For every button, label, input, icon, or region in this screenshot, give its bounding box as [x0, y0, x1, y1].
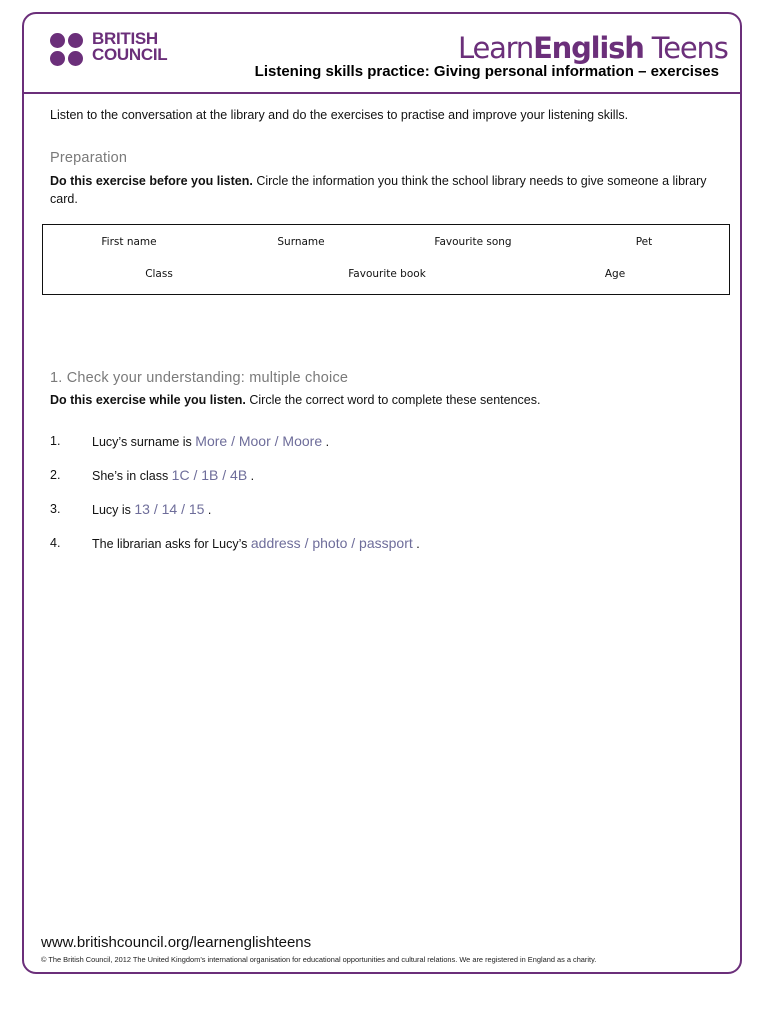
info-option[interactable]: Class: [145, 268, 173, 280]
info-option[interactable]: First name: [101, 236, 157, 248]
question-number: 4.: [50, 536, 61, 550]
info-option[interactable]: Favourite song: [434, 236, 512, 248]
page-title: Listening skills practice: Giving personal information – exercises: [254, 63, 719, 80]
info-option[interactable]: Surname: [277, 236, 325, 248]
exercise1-instructions: Do this exercise while you listen. Circle the correct word to complete these sentences.: [50, 393, 541, 407]
preparation-instructions: Do this exercise before you listen. Circle the information you think the school library needs to give someone a library card.: [50, 174, 707, 206]
footer-url-link[interactable]: www.britishcouncil.org/learnenglishteens: [41, 934, 312, 951]
info-option[interactable]: Age: [604, 268, 626, 280]
question-number: 2.: [50, 468, 61, 482]
answer-options[interactable]: 13 / 14 / 15: [134, 501, 205, 517]
question-text: The librarian asks for Lucy’s address / photo / passport .: [92, 535, 420, 551]
list-item: [50, 526, 710, 560]
british-council-dots-icon: [50, 33, 90, 69]
intro-text: Listen to the conversation at the library and do the exercises to practise and improve your listening skills.: [50, 108, 629, 122]
list-item: [50, 458, 710, 492]
british-council-logo: [50, 31, 180, 67]
list-item: [50, 424, 710, 458]
footer-copyright: © The British Council, 2012 The United Kingdom’s international organisation for educational opportunities and cultural relations. We are registered in England as a charity.: [41, 955, 597, 964]
question-text: She’s in class 1C / 1B / 4B .: [92, 467, 255, 483]
info-option[interactable]: Favourite book: [348, 268, 426, 280]
question-text: Lucy is 13 / 14 / 15 .: [92, 501, 212, 517]
info-options-box: [42, 224, 730, 295]
info-option[interactable]: Pet: [635, 236, 653, 248]
preparation-heading: Preparation: [50, 150, 128, 166]
header-divider: [22, 92, 742, 94]
list-item: [50, 492, 710, 526]
question-text: Lucy’s surname is More / Moor / Moore .: [92, 433, 330, 449]
british-council-wordmark: BRITISH COUNCIL: [92, 29, 168, 64]
question-number: 1.: [50, 434, 61, 448]
learnenglish-teens-logo: LearnEnglish Teens: [458, 31, 728, 65]
question-list: [50, 424, 710, 560]
exercise1-heading: 1. Check your understanding: multiple choice: [50, 370, 349, 386]
answer-options[interactable]: 1C / 1B / 4B: [171, 467, 248, 483]
answer-options[interactable]: address / photo / passport: [250, 535, 413, 551]
answer-options[interactable]: More / Moor / Moore: [195, 433, 323, 449]
question-number: 3.: [50, 502, 61, 516]
